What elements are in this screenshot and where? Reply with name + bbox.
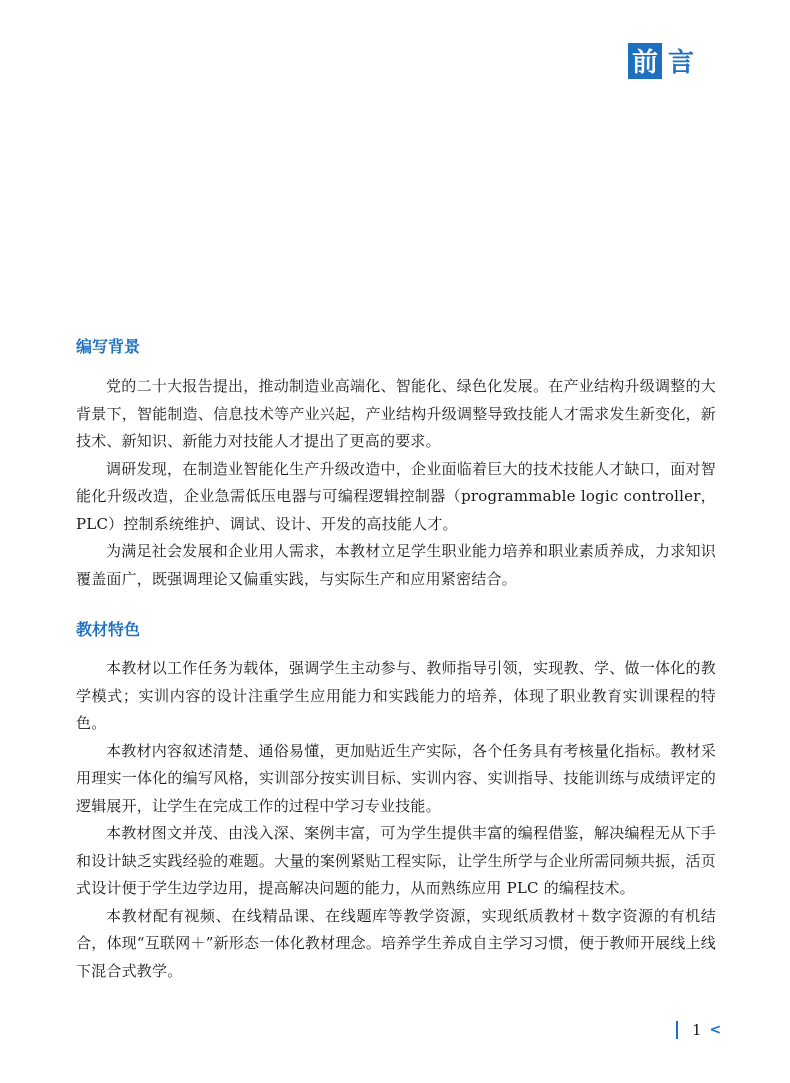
paragraph: 为满足社会发展和企业用人需求，本教材立足学生职业能力培养和职业素质养成，力求知识覆盖面广，既强调理论又偏重实践，与实际生产和应用紧密结合。 — [76, 542, 716, 588]
paragraph: 本教材图文并茂、由浅入深、案例丰富，可为学生提供丰富的编程借鉴，解决编程无从下手和设计缺乏实践经验的难题。大量的案例紧贴工程实际，让学生所学与企业所需同频共振，活页式设计便于学生边学边用，提高解决问题的能力，从而熟练应用 PLC 的编程技术。 — [76, 824, 716, 897]
header-title-rest: 言 — [668, 48, 695, 78]
section-background-body — [76, 373, 716, 593]
page-header — [628, 42, 694, 79]
page-footer — [676, 1021, 721, 1039]
page-number: 1 — [692, 1021, 702, 1039]
paragraph: 本教材内容叙述清楚、通俗易懂，更加贴近生产实际，各个任务具有考核量化指标。教材采用理实一体化的编写风格，实训部分按实训目标、实训内容、实训指导、技能训练与成绩评定的逻辑展开，让学生在完成工作的过程中学习专业技能。 — [76, 741, 716, 815]
footer-divider — [676, 1021, 678, 1039]
section-features-body — [76, 655, 716, 985]
paragraph: 调研发现，在制造业智能化生产升级改造中，企业面临着巨大的技术技能人才缺口，面对智能化升级改造，企业急需低压电器与可编程逻辑控制器（programmable logic controller，PLC）控制系统维护、调试、设计、开发的高技能人才。 — [76, 459, 716, 533]
paragraph: 本教材配有视频、在线精品课、在线题库等教学资源，实现纸质教材＋数字资源的有机结合，体现“互联网＋”新形态一体化教材理念。培养学生养成自主学习习惯，便于教师开展线上线下混合式教学。 — [76, 906, 716, 980]
paragraph: 党的二十大报告提出，推动制造业高端化、智能化、绿色化发展。在产业结构升级调整的大背景下，智能制造、信息技术等产业兴起，产业结构升级调整导致技能人才需求发生新变化，新技术、新知识、新能力对技能人才提出了更高的要求。 — [76, 377, 716, 450]
section-title-features: 教材特色 — [76, 620, 141, 639]
paragraph: 本教材以工作任务为载体，强调学生主动参与、教师指导引领，实现教、学、做一体化的教学模式；实训内容的设计注重学生应用能力和实践能力的培养，体现了职业教育实训课程的特色。 — [76, 659, 716, 732]
chevron-left-icon: < — [709, 1022, 722, 1038]
header-title-first-char: 前 — [628, 43, 662, 79]
section-title-background: 编写背景 — [76, 337, 141, 356]
